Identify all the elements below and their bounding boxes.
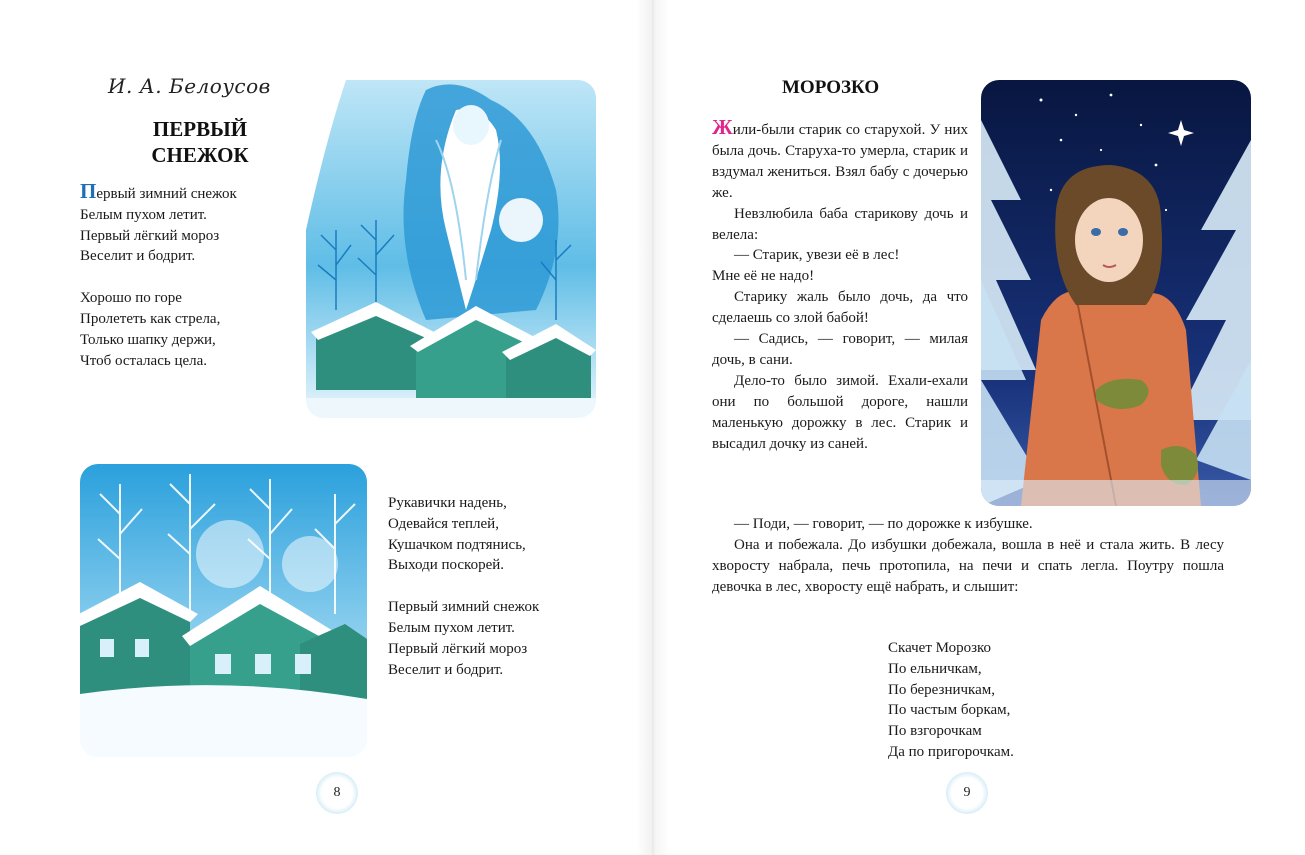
poem-line: По частым боркам, (888, 702, 1011, 719)
page-number: 8 (316, 772, 358, 814)
father-frost-illustration (306, 80, 596, 418)
poem-line: Кушачком подтянись, (388, 536, 526, 553)
morozko-poem (888, 638, 1014, 763)
author-name: И. А. Белоусов (108, 74, 271, 98)
story-paragraph: — Поди, — говорит, — по дорожке к избушке. (734, 516, 1033, 532)
left-page (0, 0, 652, 855)
poem-line: По ельничкам, (888, 660, 982, 677)
story-paragraph: Дело-то было зимой. Ехали-ехали они по большой дороге, нашли маленькую дорожку в лес. Старик и высадил дочку из саней. (712, 372, 968, 452)
drop-cap: Ж (712, 115, 733, 139)
poem-line: Белым пухом летит. (388, 619, 515, 636)
poem-line: Веселит и бодрит. (388, 661, 504, 678)
poem-line: Да по пригорочкам. (888, 743, 1014, 760)
poem-line: Белым пухом летит. (80, 206, 207, 223)
story-title: МОРОЗКО (782, 77, 880, 98)
poem-title-line-2: СНЕЖОК (151, 143, 249, 167)
drop-cap: П (80, 179, 97, 203)
winter-village-illustration (80, 464, 367, 757)
poem-line: Рукавички надень, (388, 495, 507, 511)
story-paragraph: Жили-были старик со старухой. У них была дочь. Старуха-то умерла, старик и вздумал жениться. Взял бабу с дочерью же. (712, 115, 968, 201)
story-paragraph: — Старик, увези её в лес! (734, 247, 900, 264)
girl-in-forest-illustration (981, 80, 1251, 506)
story-paragraph: Старику жаль было дочь, да что сделаешь со злой бабой! (712, 289, 968, 327)
poem-line: Пролететь как стрела, (80, 310, 221, 327)
poem-line: По взгорочкам (888, 723, 982, 740)
poem-line: Одевайся теплей, (388, 515, 499, 532)
poem-line: Первый лёгкий мороз (80, 227, 220, 244)
poem-second-part (388, 493, 539, 680)
poem-line: Скачет Морозко (888, 640, 992, 656)
poem-line: Выходи поскорей. (388, 557, 505, 574)
story-text-column (712, 117, 968, 455)
poem-title-line-1: ПЕРВЫЙ (152, 117, 248, 141)
poem-line: Только шапку держи, (80, 331, 216, 348)
poem-title (100, 116, 300, 168)
poem-line: По березничкам, (888, 681, 995, 698)
poem-first-part (80, 181, 237, 371)
story-text-continued (712, 514, 1224, 598)
book-gutter (636, 0, 670, 855)
story-paragraph: Мне её не надо! (712, 268, 815, 285)
poem-line: Первый лёгкий мороз (388, 640, 528, 657)
story-paragraph: Она и побежала. До избушки добежала, вошла в неё и стала жить. В лесу хворосту набрала, печь протопила, на печи и спать легла. Поутру пошла девочка в лес, хворосту ещё набрать, и слышит: (712, 536, 1224, 595)
story-paragraph: — Садись, — говорит, — милая дочь, в сани. (712, 331, 968, 368)
poem-line: Хорошо по горе (80, 290, 182, 307)
poem-line: Веселит и бодрит. (80, 248, 196, 265)
poem-line: Чтоб осталась цела. (80, 352, 208, 369)
poem-line: Первый зимний снежок (80, 179, 237, 203)
story-paragraph: Невзлюбила баба старикову дочь и велела: (712, 205, 968, 243)
page-number: 9 (946, 772, 988, 814)
poem-line: Первый зимний снежок (388, 599, 540, 616)
